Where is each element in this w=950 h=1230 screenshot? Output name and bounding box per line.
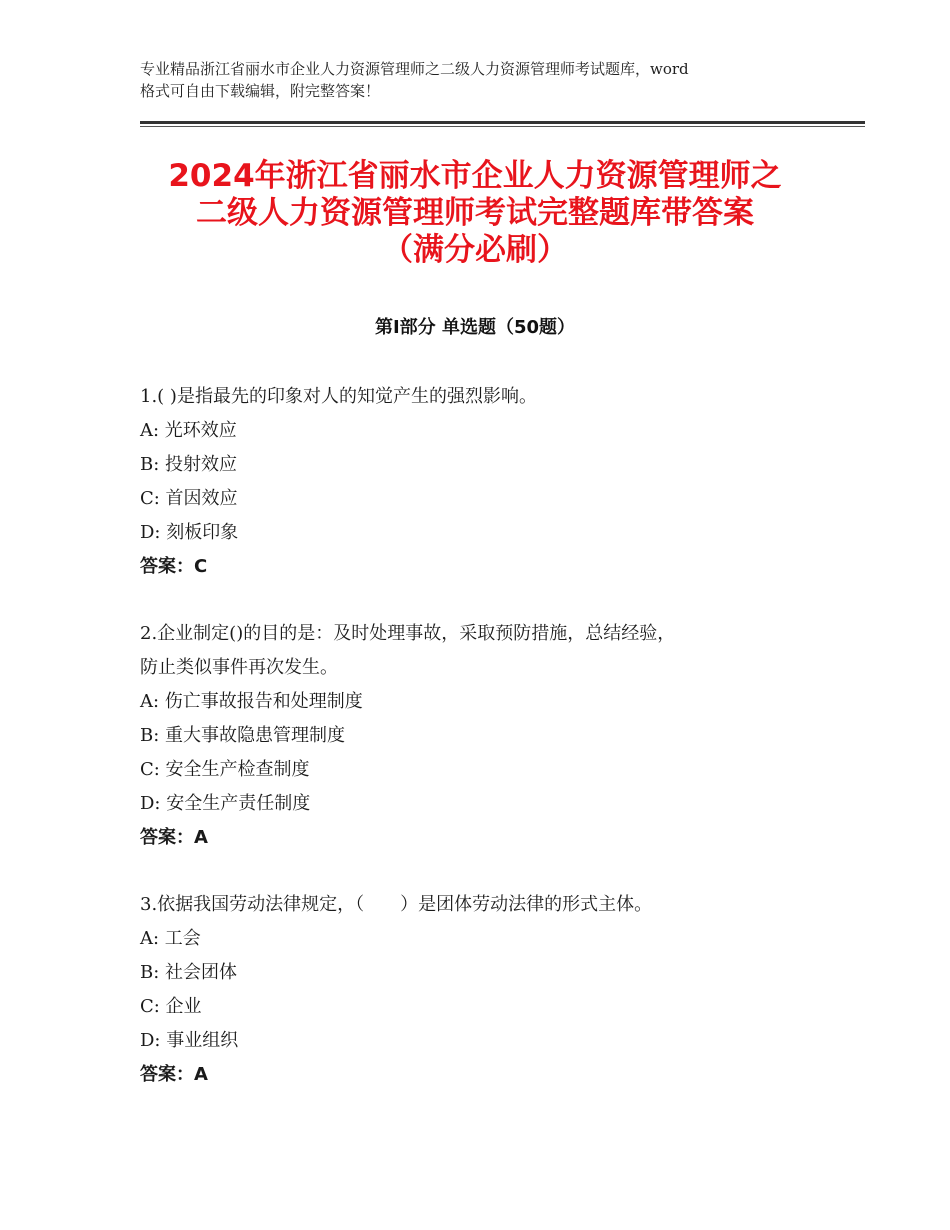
document-title-line-1: 2024年浙江省丽水市企业人力资源管理师之: [168, 158, 782, 194]
question-stem: 3.依据我国劳动法律规定，（ ）是团体劳动法律的形式主体。: [140, 894, 653, 915]
option-a: A: 工会: [140, 928, 201, 949]
option-d: D: 安全生产责任制度: [140, 793, 311, 814]
section-title: 第Ⅰ部分 单选题（50题）: [374, 317, 575, 338]
answer-label: 答案：C: [140, 556, 208, 577]
header-divider-thick: [140, 121, 865, 124]
option-c: C: 企业: [140, 996, 202, 1017]
question-1: [140, 380, 840, 584]
question-list: [140, 380, 840, 1125]
question-2: [140, 617, 840, 855]
question-stem: 2.企业制定()的目的是：及时处理事故，采取预防措施，总结经验，: [140, 623, 676, 644]
option-a: A: 光环效应: [140, 420, 237, 441]
option-b: B: 重大事故隐患管理制度: [140, 725, 346, 746]
question-stem: 1.( )是指最先的印象对人的知觉产生的强烈影响。: [140, 386, 537, 407]
option-b: B: 投射效应: [140, 454, 238, 475]
option-d: D: 事业组织: [140, 1030, 239, 1051]
option-c: C: 安全生产检查制度: [140, 759, 310, 780]
option-d: D: 刻板印象: [140, 522, 239, 543]
option-c: C: 首因效应: [140, 488, 238, 509]
question-3: [140, 888, 840, 1092]
document-title: [100, 158, 850, 269]
document-title-line-2: 二级人力资源管理师考试完整题库带答案: [196, 195, 754, 231]
header-note-line-1: 专业精品浙江省丽水市企业人力资源管理师之二级人力资源管理师考试题库，word: [140, 60, 689, 78]
answer-label: 答案：A: [140, 1064, 208, 1085]
header-divider-thin: [140, 126, 865, 127]
header-note: [140, 58, 840, 102]
question-stem-continued: 防止类似事件再次发生。: [140, 657, 338, 678]
option-a: A: 伤亡事故报告和处理制度: [140, 691, 363, 712]
header-note-line-2: 格式可自由下载编辑，附完整答案！: [140, 82, 381, 100]
answer-label: 答案：A: [140, 827, 208, 848]
document-title-line-3: （满分必刷）: [382, 232, 568, 268]
option-b: B: 社会团体: [140, 962, 238, 983]
